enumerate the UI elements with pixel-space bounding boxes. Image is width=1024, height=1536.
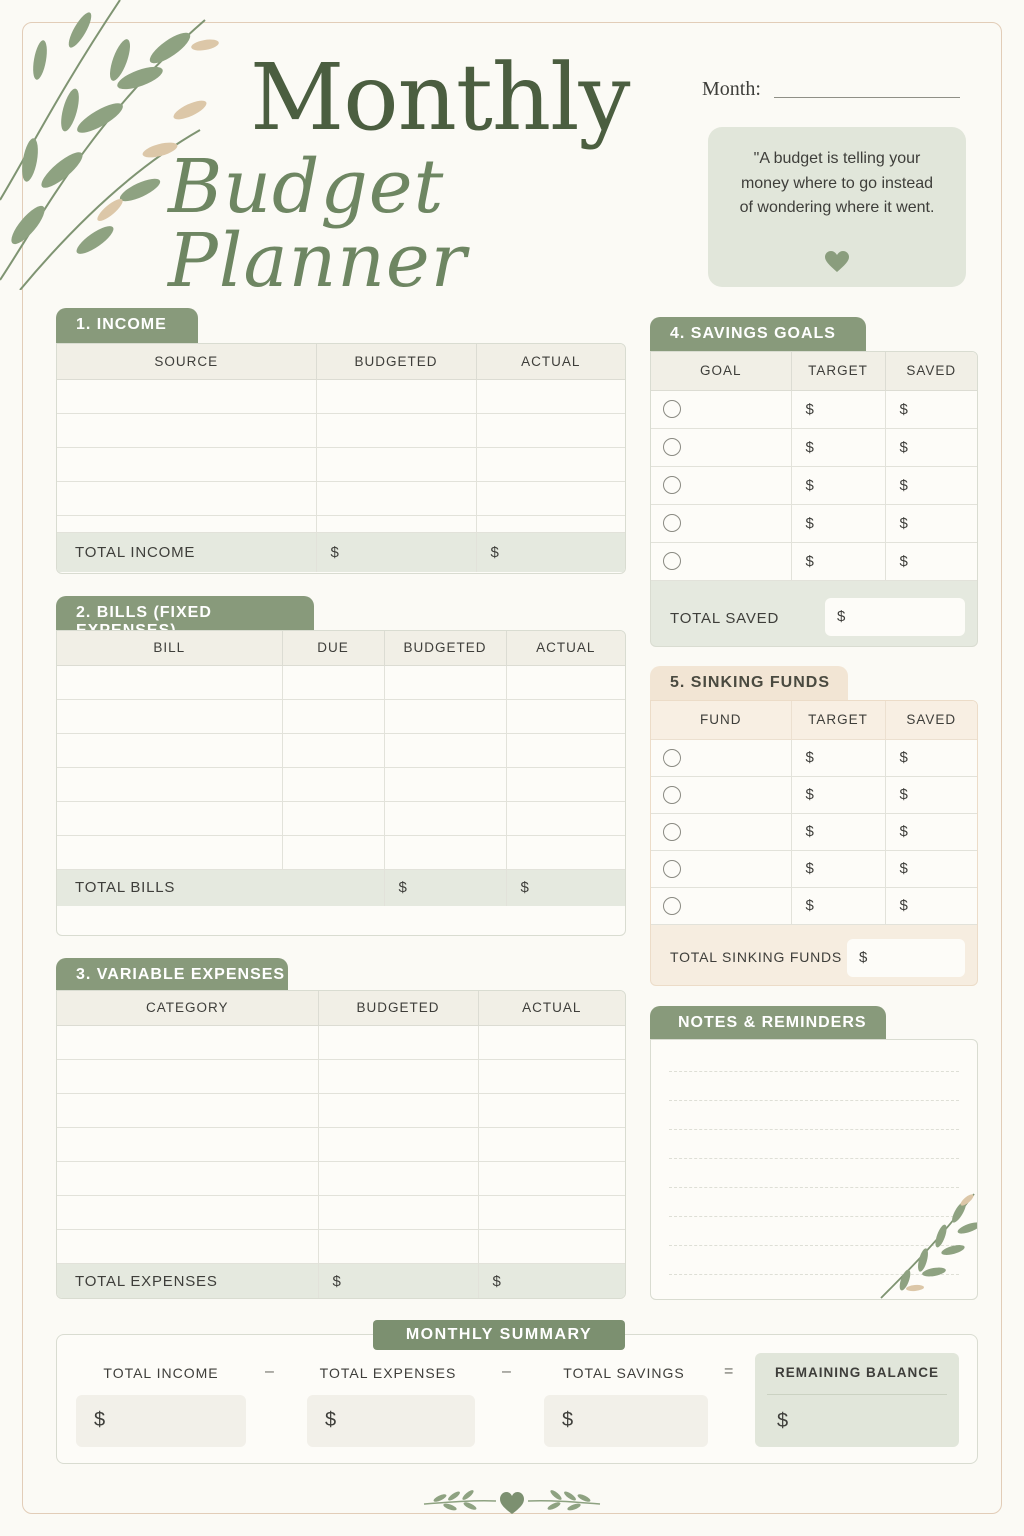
table-row[interactable] xyxy=(57,515,625,532)
quote-text: "A budget is telling your money where to go instead of wondering where it went. xyxy=(739,150,935,216)
column-header: ACTUAL xyxy=(506,631,625,665)
table-row[interactable] xyxy=(651,813,977,850)
target-cell[interactable]: $ xyxy=(791,390,885,428)
total-expenses-label: TOTAL EXPENSES xyxy=(57,1263,318,1299)
column-header: BUDGETED xyxy=(384,631,506,665)
table-row[interactable] xyxy=(57,801,625,835)
table-row[interactable] xyxy=(651,542,977,580)
saved-cell[interactable]: $ xyxy=(885,428,977,466)
total-saved-row xyxy=(651,590,977,647)
table-row[interactable] xyxy=(57,835,625,869)
month-label: Month: xyxy=(702,78,761,100)
checkbox-circle[interactable] xyxy=(663,400,681,418)
total-bills-budgeted[interactable]: $ xyxy=(384,869,506,906)
table-row[interactable] xyxy=(57,447,625,481)
summary-expenses-value[interactable]: $ xyxy=(307,1395,475,1447)
total-income-actual[interactable]: $ xyxy=(476,532,625,572)
total-expenses-actual[interactable]: $ xyxy=(478,1263,625,1299)
table-row[interactable] xyxy=(651,887,977,924)
table-row[interactable] xyxy=(651,504,977,542)
bills-tab: 2. BILLS (FIXED xyxy=(56,596,314,632)
total-income-budgeted[interactable]: $ xyxy=(316,532,476,572)
checkbox-circle[interactable] xyxy=(663,860,681,878)
table-row[interactable] xyxy=(57,767,625,801)
table-row[interactable] xyxy=(57,1229,625,1263)
saved-cell[interactable]: $ xyxy=(885,390,977,428)
checkbox-circle[interactable] xyxy=(663,552,681,570)
column-header: GOAL xyxy=(651,352,791,390)
leaf-sprig-icon xyxy=(879,1190,978,1300)
column-header: SAVED xyxy=(885,352,977,390)
checkbox-circle[interactable] xyxy=(663,749,681,767)
total-bills-actual[interactable]: $ xyxy=(506,869,625,906)
saved-cell[interactable]: $ xyxy=(885,887,977,924)
remaining-balance-box xyxy=(755,1353,959,1447)
column-header: ACTUAL xyxy=(478,991,625,1025)
summary-income-value[interactable]: $ xyxy=(76,1395,246,1447)
notes-tab: NOTES & REMINDERS xyxy=(650,1006,886,1042)
income-table-card xyxy=(56,343,626,574)
saved-cell[interactable]: $ xyxy=(885,776,977,813)
table-row[interactable] xyxy=(651,776,977,813)
total-expenses-budgeted[interactable]: $ xyxy=(318,1263,478,1299)
column-header: SAVED xyxy=(885,701,977,739)
target-cell[interactable]: $ xyxy=(791,428,885,466)
bills-table-card xyxy=(56,630,626,936)
saved-cell[interactable]: $ xyxy=(885,542,977,580)
summary-savings-label: TOTAL SAVINGS xyxy=(563,1365,685,1381)
page-subtitle: Budget Planner xyxy=(168,144,468,304)
total-row xyxy=(57,869,625,906)
summary-savings-value[interactable]: $ xyxy=(544,1395,708,1447)
target-cell[interactable]: $ xyxy=(791,887,885,924)
table-row[interactable] xyxy=(57,481,625,515)
variable-expenses-table-card xyxy=(56,990,626,1299)
target-cell[interactable]: $ xyxy=(791,813,885,850)
saved-cell[interactable]: $ xyxy=(885,850,977,887)
heart-icon xyxy=(825,251,849,273)
variable-expenses-tab: 3. VARIABLE EXPENSES xyxy=(56,958,288,994)
total-sinking-funds-row xyxy=(651,927,977,985)
bills-table xyxy=(57,631,625,906)
saved-cell[interactable]: $ xyxy=(885,813,977,850)
sinking-funds-card xyxy=(650,700,978,986)
column-header: BILL xyxy=(57,631,282,665)
total-row xyxy=(57,532,625,572)
checkbox-circle[interactable] xyxy=(663,823,681,841)
monthly-summary-tab: MONTHLY SUMMARY xyxy=(373,1320,625,1350)
remaining-balance-value[interactable]: $ xyxy=(777,1410,789,1432)
table-row[interactable] xyxy=(57,1127,625,1161)
income-section xyxy=(56,308,626,574)
total-sinking-funds-value[interactable]: $ xyxy=(847,939,965,977)
minus-sign: – xyxy=(502,1363,511,1380)
table-row[interactable] xyxy=(57,1161,625,1195)
checkbox-circle[interactable] xyxy=(663,476,681,494)
total-saved-value[interactable]: $ xyxy=(825,598,965,636)
target-cell[interactable]: $ xyxy=(791,850,885,887)
column-header: TARGET xyxy=(791,701,885,739)
remaining-balance-label: REMAINING BALANCE xyxy=(775,1365,939,1380)
sinking-funds-tab: 5. SINKING FUNDS xyxy=(650,666,848,702)
summary-income-label: TOTAL INCOME xyxy=(103,1365,219,1381)
table-row[interactable] xyxy=(57,379,625,413)
target-cell[interactable]: $ xyxy=(791,776,885,813)
notes-section xyxy=(650,1006,978,1300)
checkbox-circle[interactable] xyxy=(663,438,681,456)
total-bills-label: TOTAL BILLS xyxy=(57,869,384,906)
table-row[interactable] xyxy=(57,699,625,733)
table-row[interactable] xyxy=(57,665,625,699)
table-row[interactable] xyxy=(651,466,977,504)
column-header: TARGET xyxy=(791,352,885,390)
saved-cell[interactable]: $ xyxy=(885,466,977,504)
notes-card[interactable] xyxy=(650,1039,978,1300)
variable-expenses-table xyxy=(57,991,625,1299)
target-cell[interactable]: $ xyxy=(791,504,885,542)
bills-section xyxy=(56,596,626,936)
summary-expenses-label: TOTAL EXPENSES xyxy=(319,1365,457,1381)
month-input-line[interactable] xyxy=(774,97,960,98)
table-row[interactable] xyxy=(57,1195,625,1229)
variable-expenses-section xyxy=(56,958,626,1299)
total-sinking-funds-label: TOTAL SINKING FUNDS xyxy=(670,949,843,965)
table-row[interactable] xyxy=(57,1025,625,1059)
table-row[interactable] xyxy=(57,1059,625,1093)
savings-goals-section xyxy=(650,317,978,647)
target-cell[interactable]: $ xyxy=(791,466,885,504)
saved-cell[interactable]: $ xyxy=(885,739,977,776)
target-cell[interactable]: $ xyxy=(791,542,885,580)
table-row[interactable] xyxy=(651,428,977,466)
table-row[interactable] xyxy=(651,390,977,428)
column-header: BUDGETED xyxy=(318,991,478,1025)
income-table xyxy=(57,344,625,572)
column-header: CATEGORY xyxy=(57,991,318,1025)
column-header: FUND xyxy=(651,701,791,739)
minus-sign: – xyxy=(265,1363,274,1380)
footer-heart-leaves-icon xyxy=(420,1484,604,1518)
equals-sign: = xyxy=(724,1363,734,1380)
column-header: BUDGETED xyxy=(316,344,476,379)
savings-goals-tab: 4. SAVINGS GOALS xyxy=(650,317,866,353)
saved-cell[interactable]: $ xyxy=(885,504,977,542)
page-title: Monthly xyxy=(250,44,630,151)
column-header: SOURCE xyxy=(57,344,316,379)
column-header: ACTUAL xyxy=(476,344,625,379)
total-saved-label: TOTAL SAVED xyxy=(670,610,780,627)
quote-box xyxy=(708,127,966,287)
savings-goals-table xyxy=(651,352,977,581)
checkbox-circle[interactable] xyxy=(663,897,681,915)
sinking-funds-section xyxy=(650,666,978,986)
divider xyxy=(767,1394,947,1395)
total-income-label: TOTAL INCOME xyxy=(57,532,316,572)
savings-goals-card xyxy=(650,351,978,647)
income-tab: 1. INCOME xyxy=(56,308,198,344)
total-row xyxy=(57,1263,625,1299)
table-row[interactable] xyxy=(57,1093,625,1127)
table-row[interactable] xyxy=(57,413,625,447)
target-cell[interactable]: $ xyxy=(791,739,885,776)
table-row[interactable] xyxy=(651,739,977,776)
table-row[interactable] xyxy=(651,850,977,887)
sinking-funds-table xyxy=(651,701,977,925)
checkbox-circle[interactable] xyxy=(663,514,681,532)
column-header: DUE xyxy=(282,631,384,665)
checkbox-circle[interactable] xyxy=(663,786,681,804)
table-row[interactable] xyxy=(57,733,625,767)
